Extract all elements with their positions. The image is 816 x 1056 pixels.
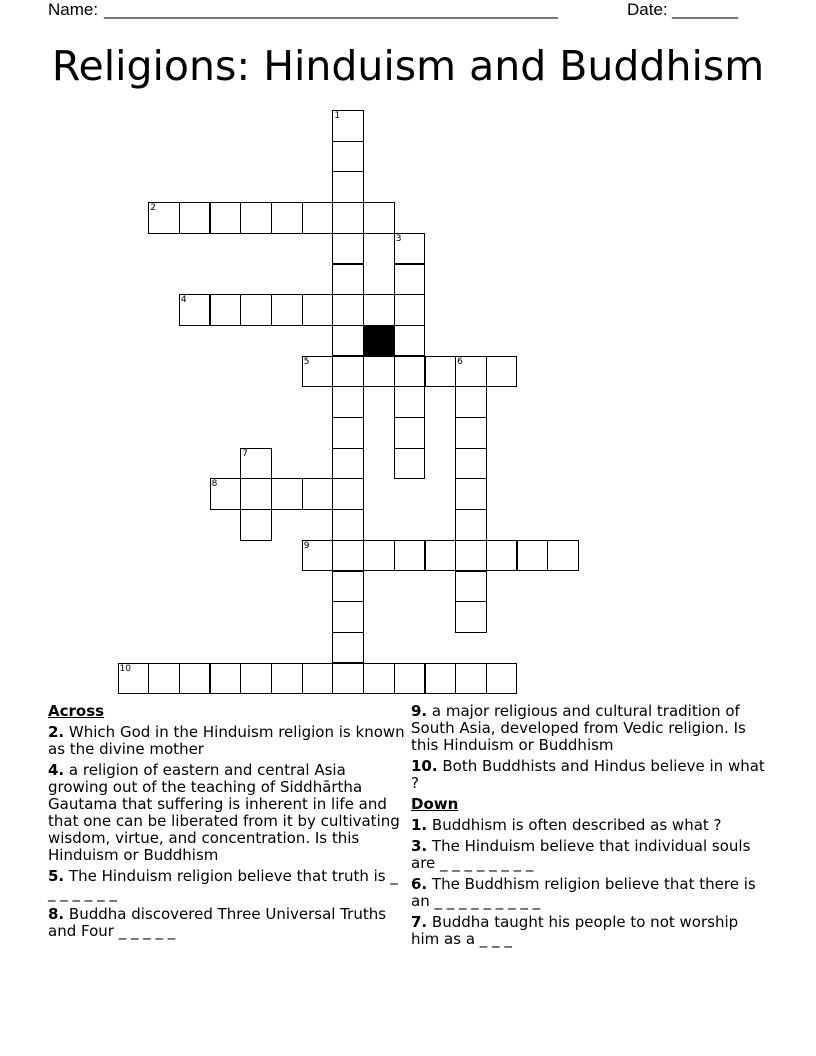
across-clue-5	[48, 868, 408, 902]
grid-cell[interactable]	[302, 663, 334, 695]
clue-number: 2.	[48, 723, 65, 741]
grid-cell[interactable]	[332, 141, 364, 173]
down-heading: Down	[411, 795, 459, 813]
grid-cell[interactable]	[455, 386, 487, 418]
across-clue-4	[48, 762, 408, 864]
grid-cell[interactable]	[332, 294, 364, 326]
clue-text: The Buddhism religion believe that there is an _ _ _ _ _ _ _ _ _	[411, 875, 756, 910]
grid-cell[interactable]	[332, 663, 364, 695]
clues-right-column	[411, 703, 771, 952]
clue-number: 7.	[411, 913, 428, 931]
clue-number: 8.	[48, 905, 65, 923]
grid-cell[interactable]	[394, 294, 426, 326]
across-clue-10	[411, 758, 771, 792]
grid-cell[interactable]	[517, 540, 549, 572]
grid-cell[interactable]	[363, 356, 395, 388]
clue-number: 10.	[411, 757, 438, 775]
grid-cell[interactable]	[486, 356, 518, 388]
grid-cell[interactable]	[332, 264, 364, 296]
grid-cell[interactable]	[425, 356, 457, 388]
grid-cell[interactable]	[394, 417, 426, 449]
grid-cell[interactable]	[394, 264, 426, 296]
clue-text: Buddha taught his people to not worship him as a _ _ _	[411, 913, 739, 948]
grid-cell[interactable]	[332, 632, 364, 664]
date-blank[interactable]: _______	[672, 0, 739, 19]
grid-cell[interactable]	[455, 663, 487, 695]
clue-number: 9.	[411, 702, 428, 720]
grid-cell[interactable]	[210, 202, 242, 234]
down-clue-6	[411, 876, 771, 910]
grid-cell[interactable]	[332, 509, 364, 541]
grid-cell[interactable]	[455, 509, 487, 541]
grid-cell[interactable]	[118, 663, 150, 695]
date-label: Date:	[627, 0, 668, 19]
grid-cell[interactable]	[332, 202, 364, 234]
grid-cell[interactable]	[302, 202, 334, 234]
across-clue-9	[411, 703, 771, 754]
worksheet-header	[48, 0, 748, 20]
grid-cell[interactable]	[486, 663, 518, 695]
clues-left-column	[48, 703, 408, 944]
grid-cell[interactable]	[210, 294, 242, 326]
grid-cell[interactable]	[486, 540, 518, 572]
name-label: Name:	[48, 0, 99, 19]
clue-number-label: 1	[334, 111, 341, 121]
down-clue-1	[411, 817, 771, 834]
grid-cell[interactable]	[425, 663, 457, 695]
grid-cell[interactable]	[332, 601, 364, 633]
clue-text: Buddhism is often described as what ?	[431, 816, 722, 834]
grid-cell[interactable]	[363, 202, 395, 234]
grid-cell[interactable]	[302, 356, 334, 388]
grid-cell[interactable]	[240, 663, 272, 695]
clue-text: a major religious and cultural tradition of South Asia, developed from Vedic religion. Is this Hinduism or Buddhism	[411, 702, 746, 754]
clue-number: 3.	[411, 837, 428, 855]
clue-number: 4.	[48, 761, 65, 779]
grid-cell[interactable]	[148, 663, 180, 695]
clue-text: a religion of eastern and central Asia growing out of the teaching of Siddhārtha Gautama that suffering is inherent in life and that one can be liberated from it by cultivating wisdom, virtue, and concentration. Is this Hinduism or Buddhism	[48, 761, 400, 864]
grid-cell[interactable]	[425, 540, 457, 572]
grid-cell[interactable]	[271, 294, 303, 326]
page-title: Religions: Hinduism and Buddhism	[51, 42, 765, 90]
grid-cell[interactable]	[394, 233, 426, 265]
grid-cell[interactable]	[455, 478, 487, 510]
grid-cell[interactable]	[363, 663, 395, 695]
grid-cell[interactable]	[179, 202, 211, 234]
grid-cell[interactable]	[332, 325, 364, 357]
down-clue-3	[411, 838, 771, 872]
grid-cell[interactable]	[394, 356, 426, 388]
grid-block	[363, 325, 395, 357]
grid-cell[interactable]	[332, 540, 364, 572]
clue-text: Both Buddhists and Hindus believe in what ?	[411, 757, 765, 792]
name-blank[interactable]: ________________________________________________	[104, 0, 558, 19]
clue-number-label: 9	[303, 540, 310, 551]
grid-cell[interactable]	[394, 448, 426, 480]
grid-cell[interactable]	[210, 663, 242, 695]
clue-number: 5.	[48, 867, 65, 885]
clue-text: Which God in the Hinduism religion is known as the divine mother	[48, 723, 405, 758]
grid-cell[interactable]	[455, 448, 487, 480]
clue-number-label: 3	[395, 233, 402, 244]
grid-cell[interactable]	[455, 356, 487, 388]
clue-number-label: 10	[119, 663, 131, 674]
grid-cell[interactable]	[179, 663, 211, 695]
grid-cell[interactable]	[271, 663, 303, 695]
grid-cell[interactable]	[332, 356, 364, 388]
grid-cell[interactable]	[332, 110, 364, 142]
grid-cell[interactable]	[363, 540, 395, 572]
grid-cell[interactable]	[210, 478, 242, 510]
grid-cell[interactable]	[240, 509, 272, 541]
clue-text: Buddha discovered Three Universal Truths and Four _ _ _ _ _	[48, 905, 387, 940]
grid-cell[interactable]	[271, 478, 303, 510]
clue-number: 1.	[411, 816, 428, 834]
grid-cell[interactable]	[332, 417, 364, 449]
clue-number-label: 8	[211, 479, 218, 490]
grid-cell[interactable]	[455, 540, 487, 572]
across-heading: Across	[48, 702, 105, 720]
clue-number-label: 5	[303, 356, 310, 367]
grid-cell[interactable]	[302, 478, 334, 510]
grid-cell[interactable]	[455, 417, 487, 449]
clue-number: 6.	[411, 875, 428, 893]
clue-number-label: 7	[242, 448, 249, 459]
grid-cell[interactable]	[455, 601, 487, 633]
grid-cell[interactable]	[271, 202, 303, 234]
grid-cell[interactable]	[394, 540, 426, 572]
grid-cell[interactable]	[394, 386, 426, 418]
across-clue-2	[48, 724, 408, 758]
grid-cell[interactable]	[394, 663, 426, 695]
grid-cell[interactable]	[332, 448, 364, 480]
grid-cell[interactable]	[332, 386, 364, 418]
grid-cell[interactable]	[332, 233, 364, 265]
grid-cell[interactable]	[332, 571, 364, 603]
grid-cell[interactable]	[332, 171, 364, 203]
down-clue-7	[411, 914, 771, 948]
grid-cell[interactable]	[302, 294, 334, 326]
grid-cell[interactable]	[363, 294, 395, 326]
grid-cell[interactable]	[332, 478, 364, 510]
grid-cell[interactable]	[240, 294, 272, 326]
clue-text: The Hinduism religion believe that truth is _ _ _ _ _ _ _	[48, 867, 398, 902]
grid-cell[interactable]	[240, 448, 272, 480]
clue-number-label: 4	[180, 295, 187, 306]
clue-number-label: 6	[457, 356, 463, 367]
across-clue-8	[48, 906, 408, 940]
grid-cell[interactable]	[148, 202, 180, 234]
grid-cell[interactable]	[455, 571, 487, 603]
clue-number-label: 2	[150, 203, 156, 214]
grid-cell[interactable]	[302, 540, 334, 572]
clue-text: The Hinduism believe that individual souls are _ _ _ _ _ _ _ _	[411, 837, 751, 872]
grid-cell[interactable]	[179, 294, 211, 326]
grid-cell[interactable]	[240, 478, 272, 510]
grid-cell[interactable]	[240, 202, 272, 234]
grid-cell[interactable]	[394, 325, 426, 357]
grid-cell[interactable]	[547, 540, 579, 572]
